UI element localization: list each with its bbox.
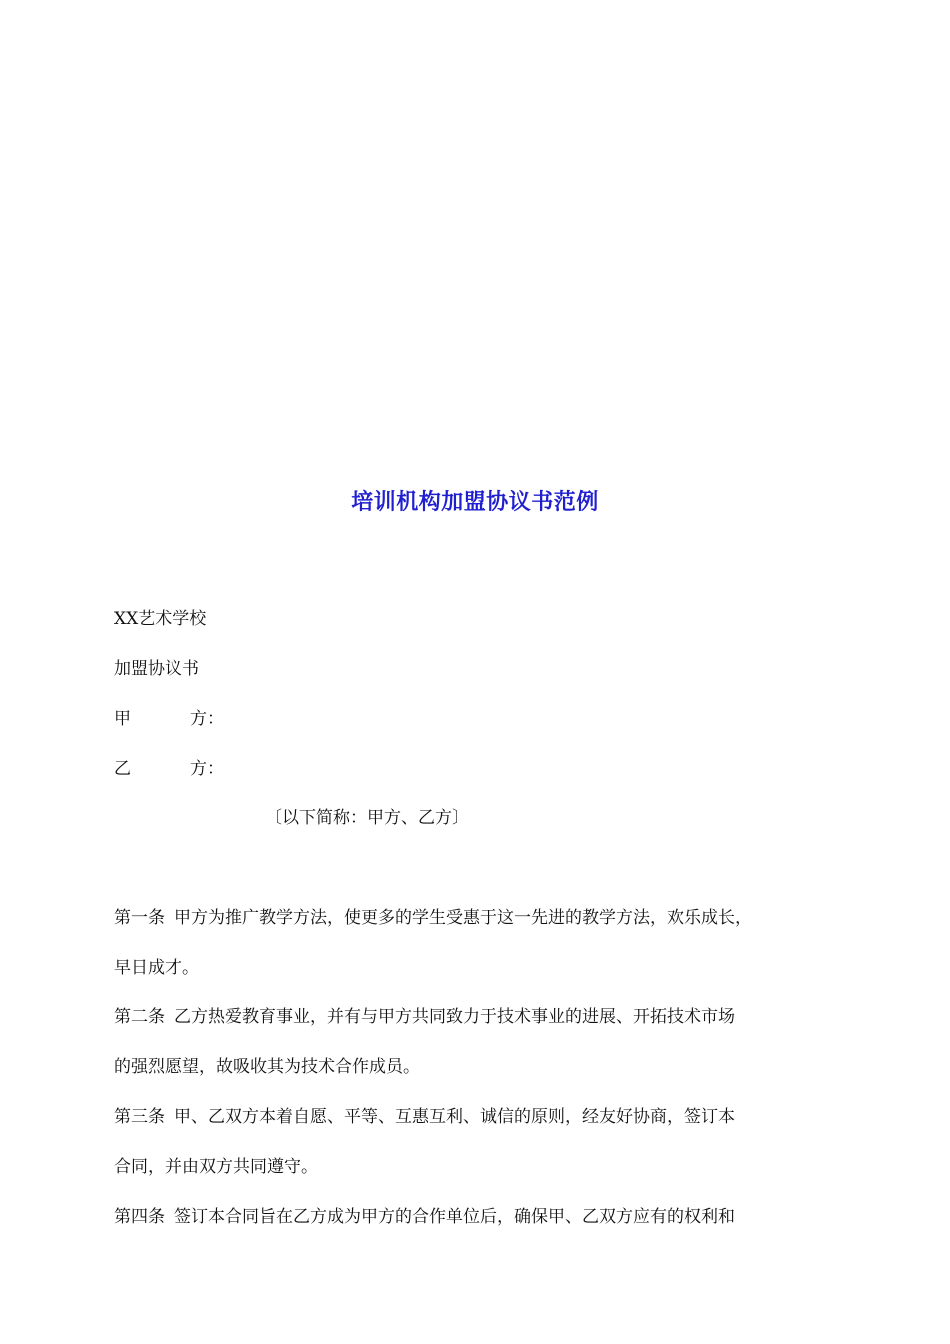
school-name: XX艺术学校 <box>114 609 207 629</box>
party-b-label: 乙 <box>114 759 131 779</box>
article-2-line-1 <box>114 1005 735 1029</box>
article-2-label: 第二条 <box>114 1007 165 1027</box>
party-a-suffix: 方： <box>190 709 224 729</box>
party-a-line <box>114 707 224 731</box>
article-4-label: 第四条 <box>114 1207 165 1227</box>
article-1-line-1 <box>114 906 752 930</box>
article-4-line-1 <box>114 1205 735 1229</box>
party-a-label: 甲 <box>114 709 131 729</box>
article-1-text: 甲方为推广教学方法，使更多的学生受惠于这一先进的教学方法，欢乐成长， <box>174 908 752 928</box>
article-1-line-2: 早日成才。 <box>114 958 199 978</box>
article-3-line-1 <box>114 1105 735 1129</box>
abbreviation-note: 〔以下简称：甲方、乙方〕 <box>265 808 469 828</box>
party-b-suffix: 方： <box>190 759 224 779</box>
document-title: 培训机构加盟协议书范例 <box>351 489 599 515</box>
article-2-line-2: 的强烈愿望，故吸收其为技术合作成员。 <box>114 1057 420 1077</box>
party-b-line <box>114 757 224 781</box>
article-3-line-2: 合同，并由双方共同遵守。 <box>114 1157 318 1177</box>
article-1-label: 第一条 <box>114 908 165 928</box>
article-2-text: 乙方热爱教育事业，并有与甲方共同致力于技术事业的进展、开拓技术市场 <box>174 1007 735 1027</box>
article-3-text: 甲、乙双方本着自愿、平等、互惠互利、诚信的原则，经友好协商，签订本 <box>174 1107 735 1127</box>
article-4-text: 签订本合同旨在乙方成为甲方的合作单位后，确保甲、乙双方应有的权利和 <box>174 1207 735 1227</box>
agreement-name: 加盟协议书 <box>114 659 199 679</box>
article-3-label: 第三条 <box>114 1107 165 1127</box>
